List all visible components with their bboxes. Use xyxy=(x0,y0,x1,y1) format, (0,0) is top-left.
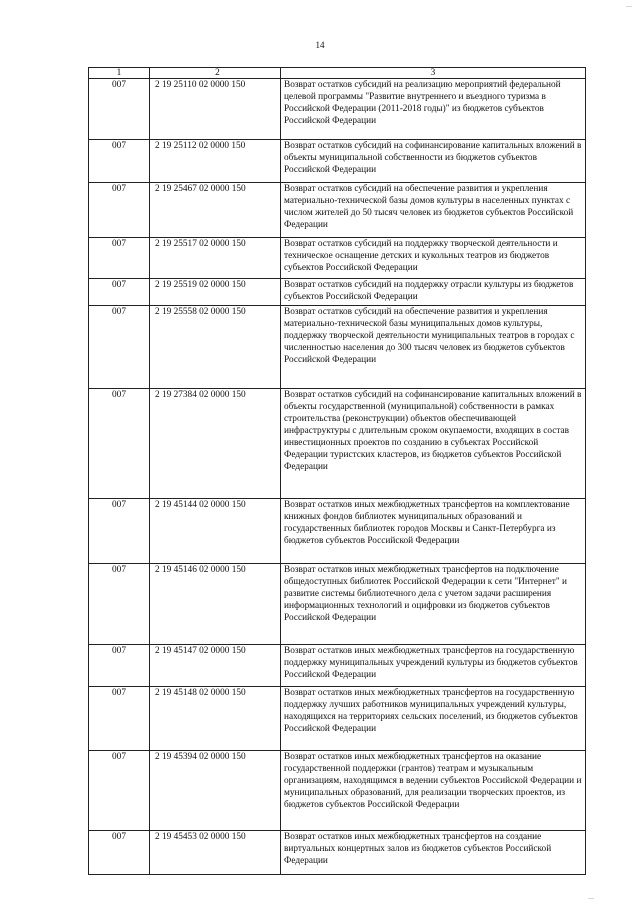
revenue-description-cell: Возврат остатков иных межбюджетных трансфертов на оказание государственной поддержки (грантов) театрам и музыкальным организациям, находящимся в ведении субъектов Российской Федерации и муниципальных образований, для реализации творческих проектов, из бюджетов субъектов Российской Федерации xyxy=(281,751,586,831)
revenue-description-cell: Возврат остатков субсидий на поддержку отрасли культуры из бюджетов субъектов Российской Федерации xyxy=(281,279,586,306)
admin-code-cell: 007 xyxy=(89,499,150,564)
column-header-2: 2 xyxy=(150,68,281,79)
table-row xyxy=(89,751,586,831)
admin-code-cell: 007 xyxy=(89,564,150,645)
admin-code-cell: 007 xyxy=(89,389,150,499)
admin-code-cell: 007 xyxy=(89,79,150,140)
admin-code-cell: 007 xyxy=(89,183,150,238)
admin-code-cell: 007 xyxy=(89,831,150,875)
admin-code-cell: 007 xyxy=(89,751,150,831)
revenue-description-cell: Возврат остатков иных межбюджетных трансфертов на государственную поддержку лучших работников муниципальных учреждений культуры, находящихся на территориях сельских поселений, из бюджетов субъектов Российской Федерации xyxy=(281,687,586,751)
table-row xyxy=(89,79,586,140)
budget-classification-code-cell: 2 19 45453 02 0000 150 xyxy=(150,831,281,875)
table-row xyxy=(89,687,586,751)
budget-classification-code-cell: 2 19 27384 02 0000 150 xyxy=(150,389,281,499)
revenue-description-cell: Возврат остатков иных межбюджетных трансфертов на подключение общедоступных библиотек Российской Федерации к сети "Интернет" и развитие системы библиотечного дела с учетом задачи расширения информационных технологий и оцифровки из бюджетов субъектов Российской Федерации xyxy=(281,564,586,645)
budget-classification-code-cell: 2 19 25558 02 0000 150 xyxy=(150,306,281,389)
table-row xyxy=(89,831,586,875)
budget-classification-code-cell: 2 19 45394 02 0000 150 xyxy=(150,751,281,831)
revenue-description-cell: Возврат остатков субсидий на обеспечение развития и укрепления материально-технической базы домов культуры в населенных пунктах с числом жителей до 50 тысяч человек из бюджетов субъектов Российской Федерации xyxy=(281,183,586,238)
revenue-description-cell: Возврат остатков иных межбюджетных трансфертов на комплектование книжных фондов библиотек муниципальных образований и государственных библиотек городов Москвы и Санкт-Петербурга из бюджетов субъектов Российской Федерации xyxy=(281,499,586,564)
revenue-description-cell: Возврат остатков субсидий на реализацию мероприятий федеральной целевой программы "Развитие внутреннего и въездного туризма в Российской Федерации (2011-2018 годы)" из бюджетов субъектов Российской Федерации xyxy=(281,79,586,140)
revenue-description-cell: Возврат остатков иных межбюджетных трансфертов на государственную поддержку муниципальных учреждений культуры из бюджетов субъектов Российской Федерации xyxy=(281,645,586,687)
budget-classification-code-cell: 2 19 45147 02 0000 150 xyxy=(150,645,281,687)
budget-classification-code-cell: 2 19 25467 02 0000 150 xyxy=(150,183,281,238)
budget-classification-code-cell: 2 19 25110 02 0000 150 xyxy=(150,79,281,140)
table-header-row xyxy=(89,68,586,79)
budget-classification-code-cell: 2 19 45146 02 0000 150 xyxy=(150,564,281,645)
admin-code-cell: 007 xyxy=(89,140,150,183)
column-header-1: 1 xyxy=(89,68,150,79)
revenue-description-cell: Возврат остатков иных межбюджетных трансфертов на создание виртуальных концертных залов из бюджетов субъектов Российской Федерации xyxy=(281,831,586,875)
table-row xyxy=(89,645,586,687)
table-row xyxy=(89,183,586,238)
table-row xyxy=(89,306,586,389)
budget-classification-code-cell: 2 19 45148 02 0000 150 xyxy=(150,687,281,751)
admin-code-cell: 007 xyxy=(89,645,150,687)
budget-code-table xyxy=(88,67,586,875)
revenue-description-cell: Возврат остатков субсидий на софинансирование капитальных вложений в объекты муниципальной собственности из бюджетов субъектов Российской Федерации xyxy=(281,140,586,183)
budget-classification-code-cell: 2 19 45144 02 0000 150 xyxy=(150,499,281,564)
budget-classification-code-cell: 2 19 25517 02 0000 150 xyxy=(150,238,281,279)
table-row xyxy=(89,279,586,306)
admin-code-cell: 007 xyxy=(89,687,150,751)
revenue-description-cell: Возврат остатков субсидий на софинансирование капитальных вложений в объекты государственной (муниципальной) собственности в рамках строительства (реконструкции) объектов обеспечивающей инфраструктуры с длительным сроком окупаемости, входящих в состав инвестиционных проектов по созданию в субъектах Российской Федерации туристских кластеров, из бюджетов субъектов Российской Федерации xyxy=(281,389,586,499)
admin-code-cell: 007 xyxy=(89,238,150,279)
admin-code-cell: 007 xyxy=(89,279,150,306)
corner-mark: ... xyxy=(626,0,632,9)
revenue-description-cell: Возврат остатков субсидий на поддержку творческой деятельности и техническое оснащение детских и кукольных театров из бюджетов субъектов Российской Федерации xyxy=(281,238,586,279)
budget-classification-code-cell: 2 19 25112 02 0000 150 xyxy=(150,140,281,183)
table-row xyxy=(89,564,586,645)
table-row xyxy=(89,389,586,499)
page-number: 14 xyxy=(315,40,325,50)
foot-mark: ... xyxy=(588,892,594,901)
admin-code-cell: 007 xyxy=(89,306,150,389)
revenue-description-cell: Возврат остатков субсидий на обеспечение развития и укрепления материально-технической базы муниципальных домов культуры, поддержку творческой деятельности муниципальных театров в городах с численностью населения до 300 тысяч человек из бюджетов субъектов Российской Федерации xyxy=(281,306,586,389)
column-header-3: 3 xyxy=(281,68,586,79)
budget-classification-code-cell: 2 19 25519 02 0000 150 xyxy=(150,279,281,306)
table-row xyxy=(89,238,586,279)
table-row xyxy=(89,140,586,183)
table-row xyxy=(89,499,586,564)
